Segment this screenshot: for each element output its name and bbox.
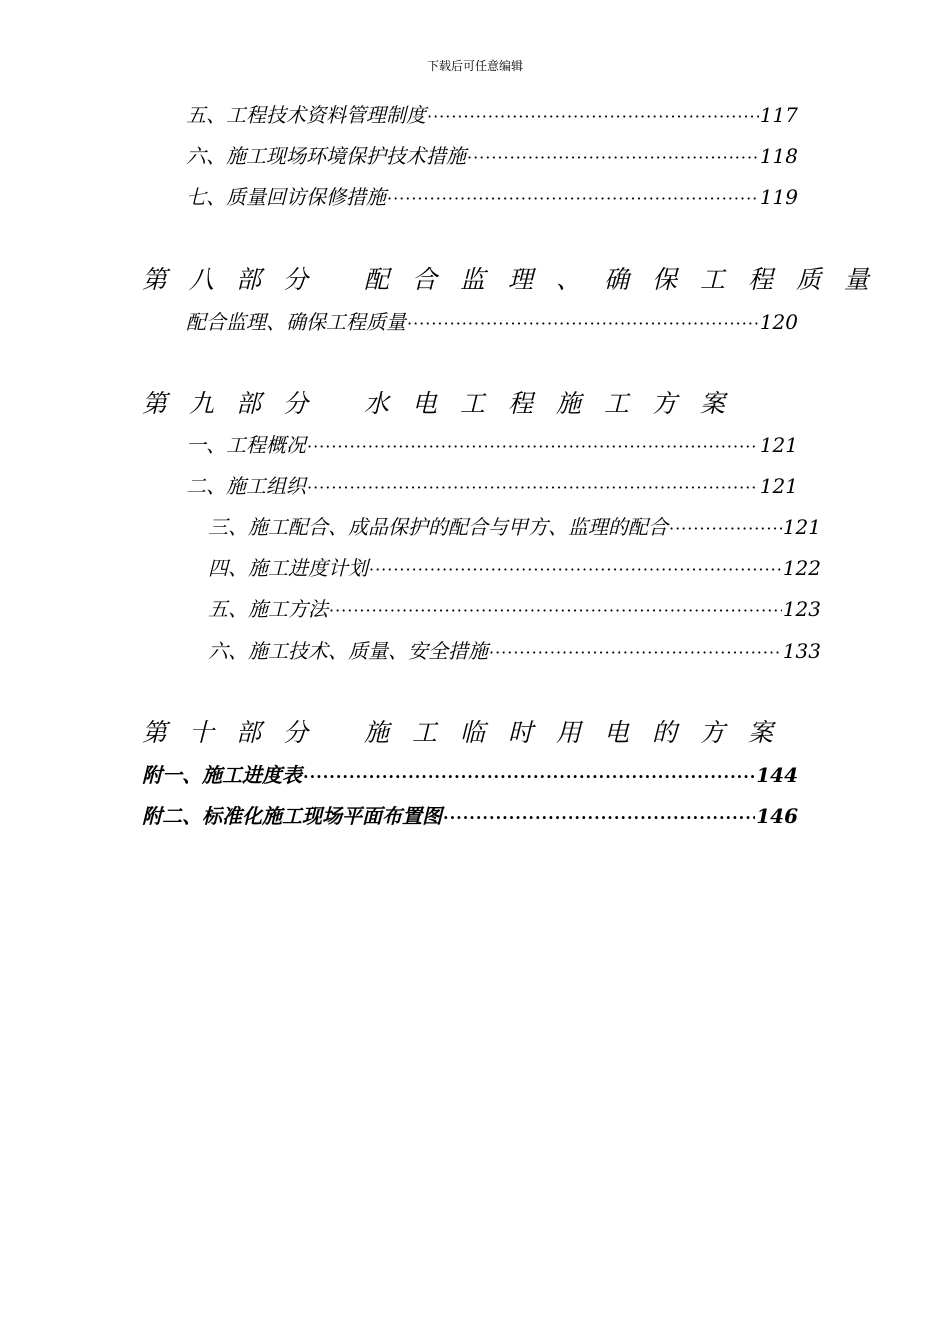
toc-appendix-entry[interactable] [142, 804, 798, 830]
part-title: 施工临时用电的方案 [364, 718, 797, 747]
toc-dot-leader [307, 435, 759, 459]
toc-page-number: 117 [759, 103, 798, 127]
toc-dot-leader [407, 312, 759, 336]
toc-entry-label: 四、施工进度计划 [208, 556, 368, 580]
toc-entry-label: 配合监理、确保工程质量 [186, 310, 406, 334]
toc-dot-leader [467, 146, 759, 170]
part-heading-8 [142, 265, 892, 295]
toc-entry[interactable] [208, 556, 821, 582]
toc-page-number: 146 [756, 804, 798, 828]
toc-dot-leader [669, 517, 782, 541]
part-heading-10 [142, 718, 796, 748]
part-number: 第十部分 [142, 718, 331, 747]
toc-appendix-entry[interactable] [142, 763, 798, 789]
page-header-note: 下载后可任意编辑 [426, 59, 523, 73]
toc-page-number: 121 [759, 474, 798, 498]
part-title: 水电工程施工方案 [364, 389, 749, 418]
toc-entry[interactable] [186, 144, 798, 170]
toc-page-number: 121 [759, 433, 798, 457]
toc-entry-label: 二、施工组织 [186, 474, 306, 498]
toc-entry[interactable] [208, 639, 821, 665]
toc-entry[interactable] [186, 433, 798, 459]
toc-entry-label: 六、施工现场环境保护技术措施 [186, 144, 466, 168]
toc-dot-leader [489, 641, 782, 665]
toc-entry-label: 五、施工方法 [208, 597, 328, 621]
toc-page-number: 133 [782, 639, 821, 663]
toc-dot-leader [369, 558, 782, 582]
toc-entry[interactable] [208, 597, 821, 623]
toc-entry-label: 五、工程技术资料管理制度 [186, 103, 426, 127]
toc-page-number: 122 [782, 556, 821, 580]
toc-page-number: 120 [759, 310, 798, 334]
toc-entry-label: 七、质量回访保修措施 [186, 185, 386, 209]
part-title: 配合监理、确保工程质量 [364, 265, 893, 294]
toc-dot-leader [427, 105, 759, 129]
toc-dot-leader [387, 187, 759, 211]
part-number: 第九部分 [142, 389, 331, 418]
toc-entry-label: 三、施工配合、成品保护的配合与甲方、监理的配合 [208, 515, 668, 539]
toc-page-number: 123 [782, 597, 821, 621]
toc-entry[interactable] [186, 185, 798, 211]
toc-page-number: 121 [782, 515, 821, 539]
part-heading-9 [142, 389, 748, 419]
part-number: 第八部分 [142, 265, 331, 294]
toc-entry[interactable] [186, 103, 798, 129]
toc-entry-label: 一、工程概况 [186, 433, 306, 457]
toc-page-number: 119 [759, 185, 798, 209]
toc-entry[interactable] [186, 474, 798, 500]
toc-entry[interactable] [186, 310, 798, 336]
toc-dot-leader [443, 806, 755, 830]
toc-entry-label: 附二、标准化施工现场平面布置图 [142, 804, 442, 828]
toc-dot-leader [303, 765, 755, 789]
toc-entry-label: 附一、施工进度表 [142, 763, 302, 787]
toc-dot-leader [307, 476, 759, 500]
toc-dot-leader [329, 599, 782, 623]
toc-entry-label: 六、施工技术、质量、安全措施 [208, 639, 488, 663]
toc-entry[interactable] [208, 515, 821, 541]
toc-page-number: 118 [759, 144, 798, 168]
toc-page-number: 144 [756, 763, 798, 787]
